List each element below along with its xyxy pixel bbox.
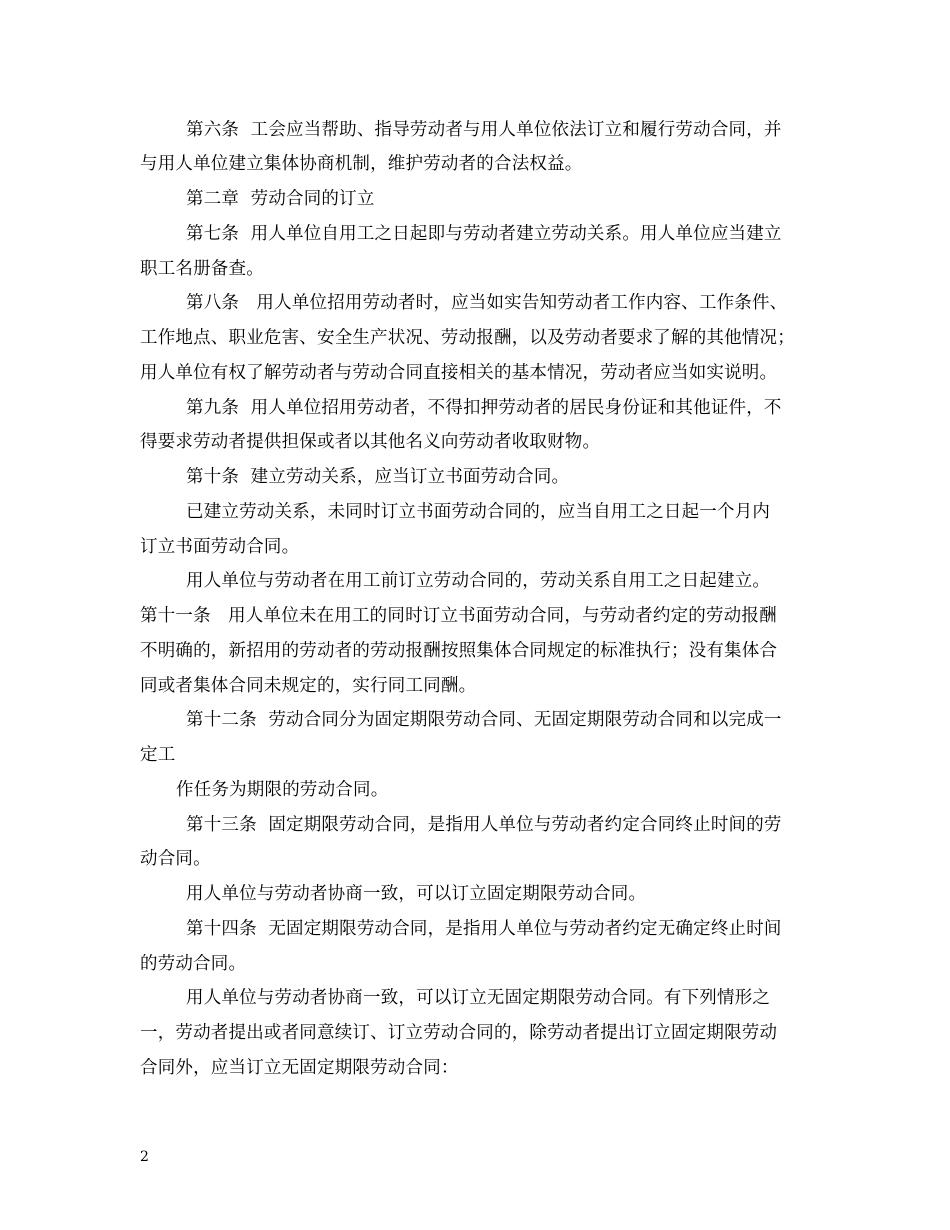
- page-number: 2: [140, 1149, 149, 1165]
- text-line: 不明确的，新招用的劳动者的劳动报酬按照集体合同规定的标准执行；没有集体合: [140, 641, 778, 661]
- text-line: 用人单位有权了解劳动者与劳动合同直接相关的基本情况，劳动者应当如实说明。: [140, 363, 778, 383]
- text-line: 职工名册备查。: [140, 259, 264, 279]
- text-line: 第十四条 无固定期限劳动合同，是指用人单位与劳动者约定无确定终止时间: [186, 919, 782, 939]
- text-line: 第十三条 固定期限劳动合同，是指用人单位与劳动者约定合同终止时间的劳: [186, 815, 782, 835]
- text-line: 第八条 用人单位招用劳动者时，应当如实告知劳动者工作内容、工作条件、: [186, 293, 788, 313]
- chapter-heading: 第二章 劳动合同的订立: [186, 189, 375, 209]
- text-line: 第十一条 用人单位未在用工的同时订立书面劳动合同，与劳动者约定的劳动报酬: [140, 606, 777, 626]
- text-line: 订立书面劳动合同。: [140, 537, 300, 557]
- text-line: 已建立劳动关系，未同时订立书面劳动合同的，应当自用工之日起一个月内: [186, 502, 771, 522]
- text-line: 同或者集体合同未规定的，实行同工同酬。: [140, 676, 477, 696]
- text-line: 用人单位与劳动者协商一致，可以订立固定期限劳动合同。: [186, 884, 647, 904]
- text-line: 作任务为期限的劳动合同。: [176, 780, 389, 800]
- text-line: 动合同。: [140, 849, 211, 869]
- text-line: 得要求劳动者提供担保或者以其他名义向劳动者收取财物。: [140, 432, 601, 452]
- text-line: 第六条 工会应当帮助、指导劳动者与用人单位依法订立和履行劳动合同，并: [186, 120, 782, 140]
- text-line: 用人单位与劳动者在用工前订立劳动合同的，劳动关系自用工之日起建立。: [186, 571, 771, 591]
- text-line: 的劳动合同。: [140, 954, 247, 974]
- text-line: 与用人单位建立集体协商机制，维护劳动者的合法权益。: [140, 154, 583, 174]
- text-line: 工作地点、职业危害、安全生产状况、劳动报酬，以及劳动者要求了解的其他情况；: [140, 328, 795, 348]
- text-line: 第十条 建立劳动关系，应当订立书面劳动合同。: [186, 467, 570, 487]
- text-line: 一，劳动者提出或者同意续订、订立劳动合同的，除劳动者提出订立固定期限劳动: [140, 1023, 778, 1043]
- text-line: 第九条 用人单位招用劳动者，不得扣押劳动者的居民身份证和其他证件，不: [186, 398, 782, 418]
- text-line: 合同外，应当订立无固定期限劳动合同：: [140, 1058, 459, 1078]
- text-line: 用人单位与劳动者协商一致，可以订立无固定期限劳动合同。有下列情形之: [186, 988, 771, 1008]
- text-line: 定工: [140, 745, 176, 765]
- text-line: 第十二条 劳动合同分为固定期限劳动合同、无固定期限劳动合同和以完成一: [186, 710, 782, 730]
- text-line: 第七条 用人单位自用工之日起即与劳动者建立劳动关系。用人单位应当建立: [186, 224, 782, 244]
